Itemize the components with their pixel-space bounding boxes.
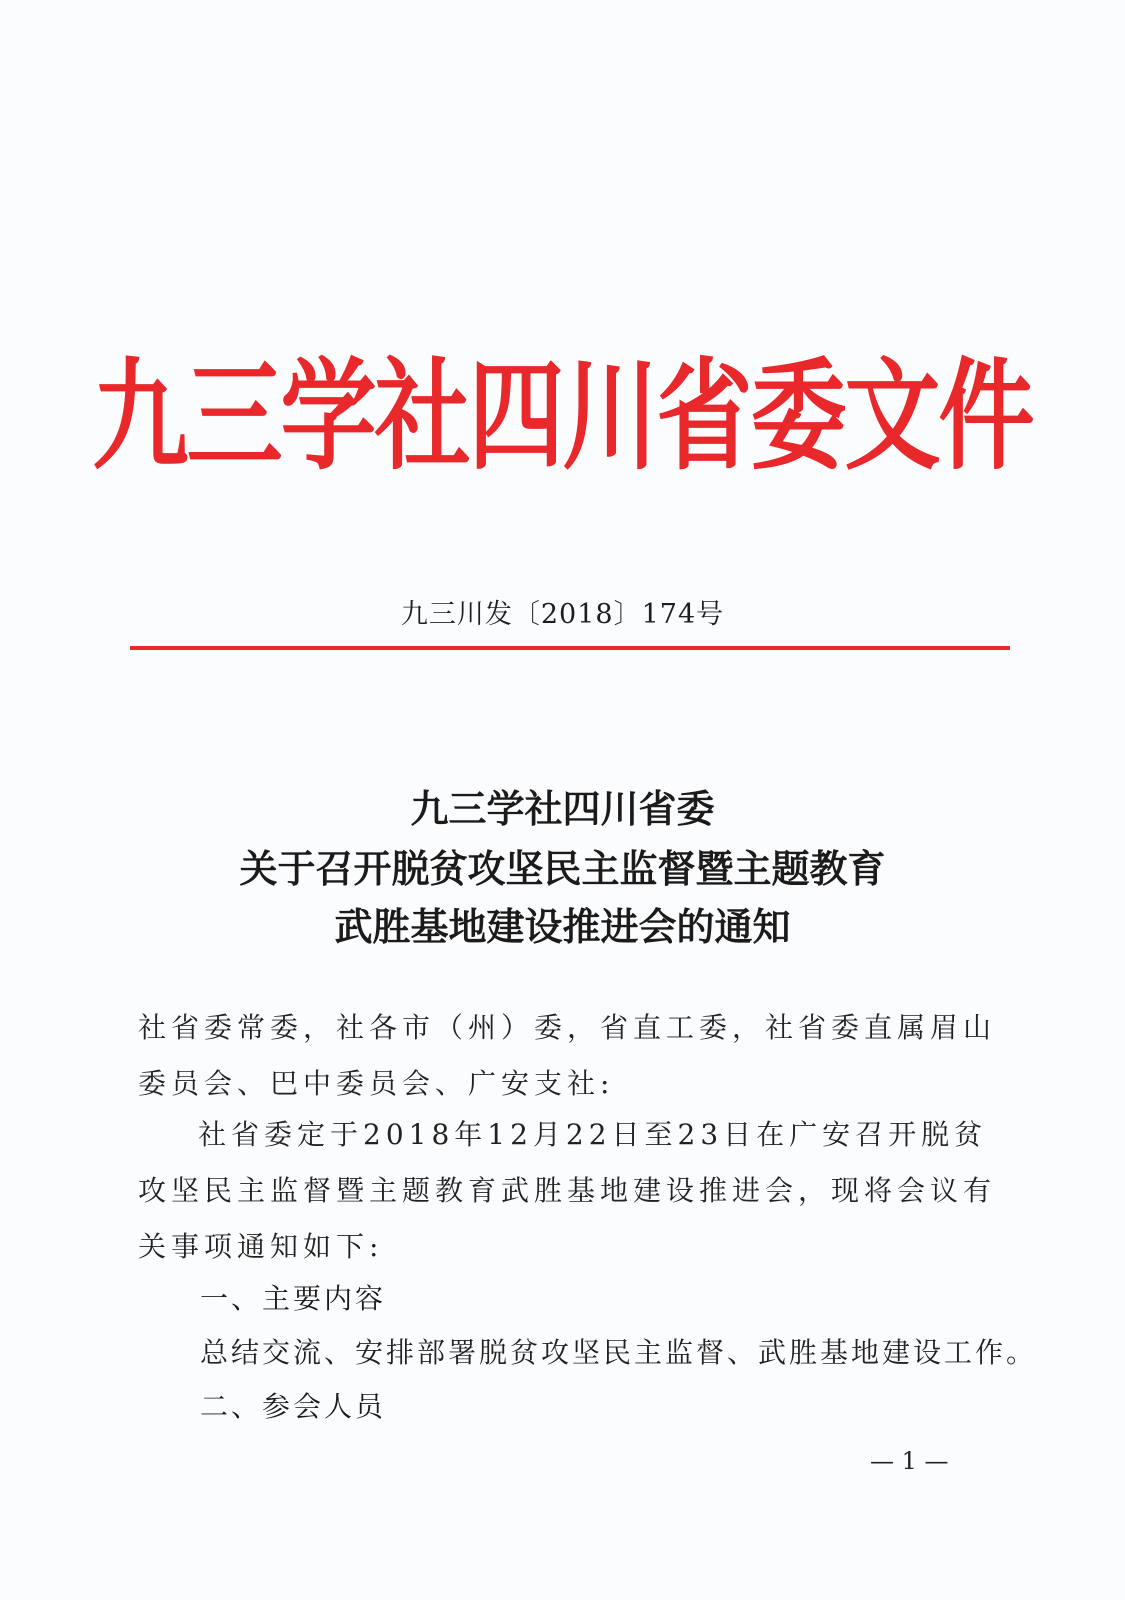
page-number: — 1 —: [870, 1447, 949, 1475]
section-heading-main-content: 一、主要内容: [200, 1282, 387, 1315]
addressee: 社省委常委，社各市（州）委，省直工委，社省委直属眉山委员会、巴中委员会、广安支社:: [138, 1011, 997, 1100]
notice-title-line3: 武胜基地建设推进会的通知: [334, 904, 791, 949]
section-text-main-content: 总结交流、安排部署脱贫攻坚民主监督、武胜基地建设工作。: [200, 1336, 1038, 1369]
notice-title-line2: 关于召开脱贫攻坚民主监督暨主题教育: [239, 846, 886, 891]
document-number: 九三川发〔2018〕174号: [400, 599, 725, 630]
section-heading-attendees: 二、参会人员: [200, 1390, 387, 1423]
red-divider-line: [130, 646, 1010, 650]
notice-title-line1: 九三学社四川省委: [410, 786, 715, 831]
masthead-title: 九三学社四川省委文件: [92, 346, 1033, 487]
intro-paragraph: 社省委定于2018年12月22日至23日在广安召开脱贫攻坚民主监督暨主题教育武胜基地建设推进会，现将会议有关事项通知如下:: [138, 1118, 997, 1263]
